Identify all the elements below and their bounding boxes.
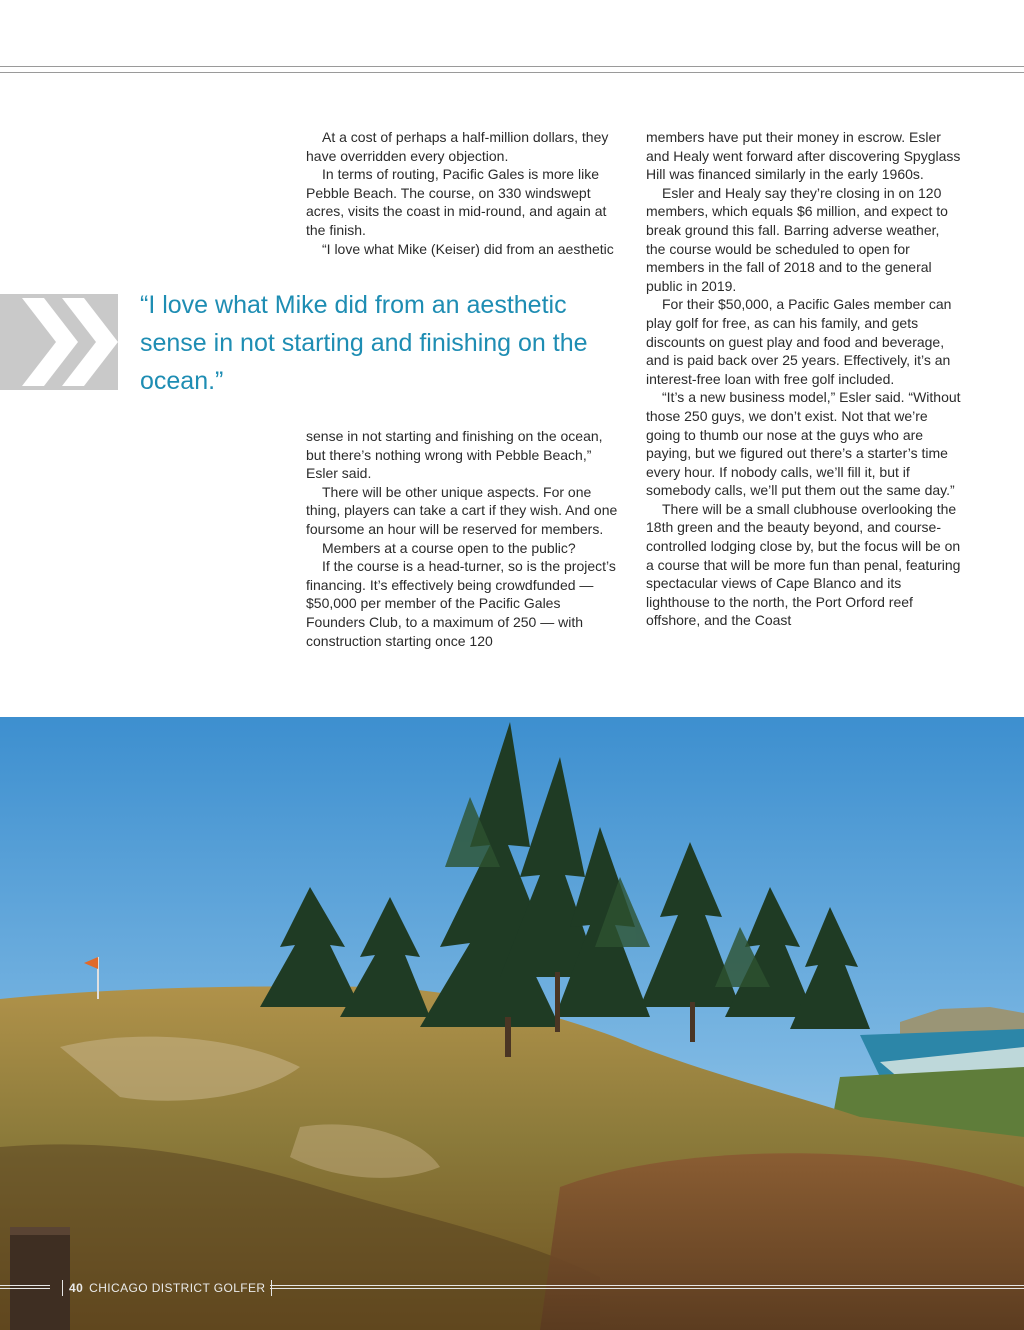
footer-divider <box>271 1280 272 1296</box>
paragraph: If the course is a head-turner, so is the project’s financing. It’s effectively being crowdfunded — $50,000 per member of the Pacific Gales Founders Club, to a maximum of 250 — with construction starting once 120 <box>306 558 616 649</box>
double-chevron-icon <box>0 294 118 390</box>
paragraph: “I love what Mike (Keiser) did from an aesthetic <box>322 240 614 257</box>
landscape-photo <box>0 717 1024 1330</box>
article-column-left-bottom <box>306 427 622 650</box>
paragraph: Members at a course open to the public? <box>322 539 576 556</box>
paragraph: There will be a small clubhouse overlooking the 18th green and the beauty beyond, and course-controlled lodging close by, but the focus will be on a course that will be more fun than penal, featuring spectacular views of Cape Blanco and its lighthouse to the north, the Port Orford reef offshore, and the Coast <box>646 500 961 629</box>
pull-quote: “I love what Mike did from an aesthetic sense in not starting and finishing on the ocean.” <box>140 291 588 395</box>
paragraph: There will be other unique aspects. For one thing, players can take a cart if they wish. And one foursome an hour will be reserved for members. <box>306 483 618 537</box>
paragraph: For their $50,000, a Pacific Gales member can play golf for free, as can his family, and gets discounts on guest play and food and beverage, and is paid back over 25 years. Effectively, it’s an interest-free loan with free golf included. <box>646 296 952 387</box>
paragraph: sense in not starting and finishing on the ocean, but there’s nothing wrong with Pebble Beach,” Esler said. <box>306 428 603 482</box>
article-column-right <box>646 128 962 630</box>
article-column-left-top <box>306 128 622 258</box>
paragraph: In terms of routing, Pacific Gales is more like Pebble Beach. The course, on 330 windswept acres, visits the coast in mid-round, and again at the finish. <box>306 166 607 238</box>
paragraph: Esler and Healy say they’re closing in on 120 members, which equals $6 million, and expect to break ground this fall. Barring adverse weather, the course would be scheduled to open for members in the fall of 2018 and to the general public in 2019. <box>646 184 948 294</box>
header-rule-bottom <box>0 72 1024 73</box>
page-number: 40 <box>69 1281 84 1295</box>
footer-divider <box>62 1280 63 1296</box>
paragraph: At a cost of perhaps a half-million dollars, they have overridden every objection. <box>306 129 609 164</box>
paragraph: members have put their money in escrow. Esler and Healy went forward after discovering Spyglass Hill was financed similarly in the early 1960s. <box>646 129 961 183</box>
header-rule-top <box>0 66 1024 67</box>
paragraph: “It’s a new business model,” Esler said. “Without those 250 guys, we don’t exist. Not that we’re going to thumb our nose at the guys who are paying, but we figured out there’s a starter’s time every hour. If nobody calls, we’ll fill it, but if somebody calls, we’ll put them out the same day.” <box>646 389 961 499</box>
page-footer <box>62 1279 272 1297</box>
publication-name: CHICAGO DISTRICT GOLFER <box>89 1281 266 1295</box>
